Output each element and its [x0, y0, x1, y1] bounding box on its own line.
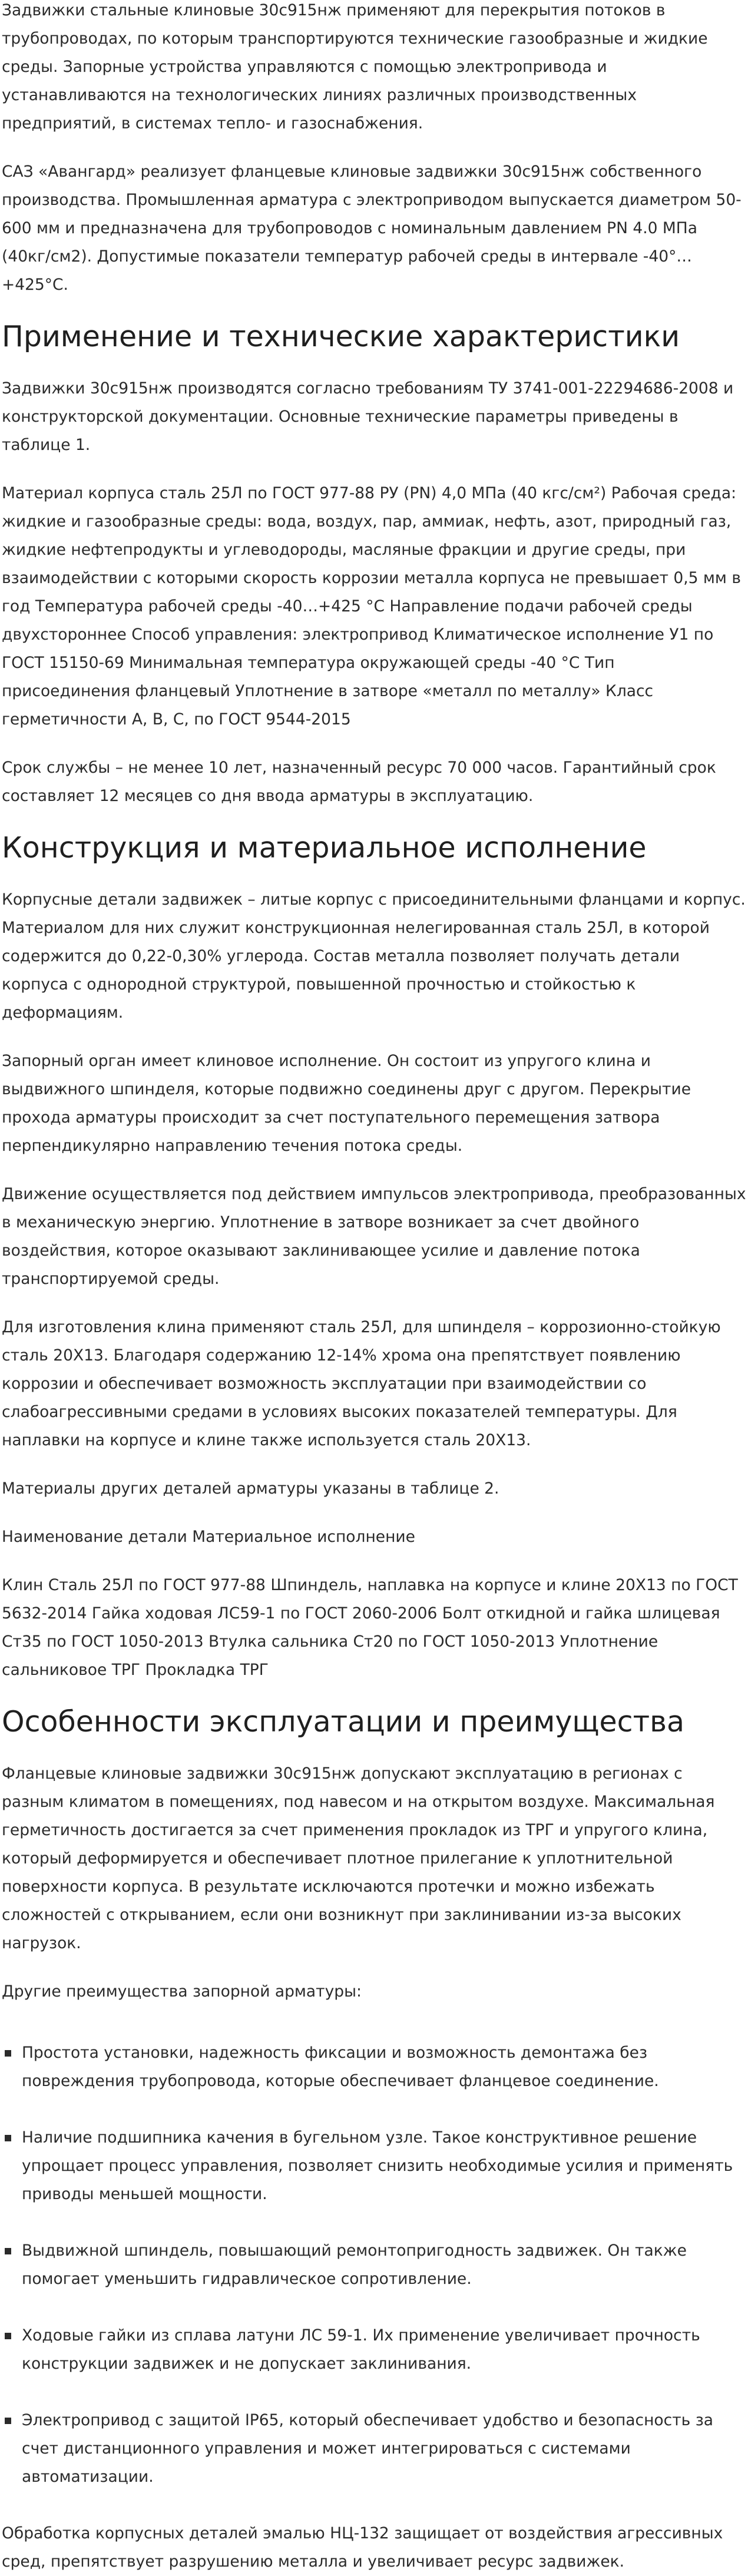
list-item	[2, 2406, 746, 2491]
service-life-paragraph: Срок службы – не менее 10 лет, назначенный ресурс 70 000 часов. Гарантийный срок составляет 12 месяцев со дня ввода арматуры в эксплуатацию.	[2, 759, 716, 805]
list-item	[2, 2124, 746, 2209]
square-bullet-icon	[5, 2418, 11, 2424]
section-heading-application: Применение и технические характеристики	[2, 320, 680, 353]
list-item	[2, 2237, 746, 2293]
construction-paragraph-4: Для изготовления клина применяют сталь 25Л, для шпинделя – коррозионно-стойкую сталь 20Х13. Благодаря содержанию 12-14% хрома она препятствует появлению коррозии и обеспечивает возможность эксплуатации при взаимодействии со слабоагрессивными средами в условиях высоких показателей температуры. Для наплавки на корпусе и клине также используется сталь 20Х13.	[2, 1318, 721, 1449]
list-item-text: Ходовые гайки из сплава латуни ЛС 59-1. Их применение увеличивает прочность конструкции задвижек и не допускает заклинивания.	[22, 2326, 700, 2373]
list-item	[2, 2322, 746, 2378]
intro-paragraph-2: САЗ «Авангард» реализует фланцевые клиновые задвижки 30с915нж собственного производства. Промышленная арматура с электроприводом выпускается диаметром 50-600 мм и предназначена для трубопроводов с номинальным давлением PN 4.0 МПа (40кг/см2). Допустимые показатели температур рабочей среды в интервале -40°…+425°С.	[2, 163, 742, 294]
advantages-intro: Другие преимущества запорной арматуры:	[2, 1982, 362, 2001]
list-item-text: Наличие подшипника качения в бугельном узле. Такое конструктивное решение упрощает процесс управления, позволяет снизить необходимые усилия и применять приводы меньшей мощности.	[22, 2128, 733, 2203]
construction-paragraph-2: Запорный орган имеет клиновое исполнение. Он состоит из упругого клина и выдвижного шпинделя, которые подвижно соединены друг с другом. Перекрытие прохода арматуры происходит за счет поступательного перемещения затвора перпендикулярно направлению течения потока среды.	[2, 1052, 691, 1155]
materials-table-header: Наименование детали Материальное исполнение	[2, 1528, 415, 1546]
materials-table-text: Клин Сталь 25Л по ГОСТ 977-88 Шпиндель, наплавка на корпусе и клине 20Х13 по ГОСТ 5632-2014 Гайка ходовая ЛС59-1 по ГОСТ 2060-2006 Болт откидной и гайка шлицевая Ст35 по ГОСТ 1050-2013 Втулка сальника Ст20 по ГОСТ 1050-2013 Уплотнение сальниковое ТРГ Прокладка ТРГ	[2, 1576, 738, 1679]
square-bullet-icon	[5, 2248, 11, 2254]
list-item	[2, 2039, 746, 2095]
square-bullet-icon	[5, 2050, 11, 2057]
specs-table-text: Материал корпуса сталь 25Л по ГОСТ 977-88 РУ (PN) 4,0 МПа (40 кгс/см²) Рабочая среда: жидкие и газообразные среды: вода, воздух, пар, аммиак, нефть, азот, природный газ, жидкие нефтепродукты и углеводороды, масляные фракции и другие среды, при взаимодействии с которыми скорость коррозии металла корпуса не превышает 0,5 мм в год Температура рабочей среды -40…+425 °С Направление подачи рабочей среды двухстороннее Способ управления: электропривод Климатическое исполнение У1 по ГОСТ 15150-69 Минимальная температура окружающей среды -40 °С Тип присоединения фланцевый Уплотнение в затворе «металл по металлу» Класс герметичности А, В, С, по ГОСТ 9544-2015	[2, 484, 741, 729]
construction-paragraph-5: Материалы других деталей арматуры указаны в таблице 2.	[2, 1479, 499, 1498]
square-bullet-icon	[5, 2135, 11, 2141]
operation-paragraph-1: Фланцевые клиновые задвижки 30с915нж допускают эксплуатацию в регионах с разным климатом в помещениях, под навесом и на открытом воздухе. Максимальная герметичность достигается за счет применения прокладок из ТРГ и упругого клина, который деформируется и обеспечивает плотное прилегание к уплотнительной поверхности корпуса. В результате исключаются протечки и можно избежать сложностей с открыванием, если они возникнут при заклинивании из-за высоких нагрузок.	[2, 1764, 715, 1952]
construction-paragraph-1: Корпусные детали задвижек – литые корпус с присоединительными фланцами и корпус. Материалом для них служит конструкционная нелегированная сталь 25Л, в которой содержится до 0,22-0,30% углерода. Состав металла позволяет получать детали корпуса с однородной структурой, повышенной прочностью и стойкостью к деформациям.	[2, 890, 746, 1022]
list-item-text: Выдвижной шпиндель, повышающий ремонтопригодность задвижек. Он также помогает уменьшить гидравлическое сопротивление.	[22, 2241, 687, 2288]
application-paragraph-1: Задвижки 30с915нж производятся согласно требованиям ТУ 3741-001-22294686-2008 и конструкторской документации. Основные технические параметры приведены в таблице 1.	[2, 379, 734, 454]
section-heading-operation: Особенности эксплуатации и преимущества	[2, 1705, 685, 1739]
coating-paragraph: Обработка корпусных деталей эмалью НЦ-132 защищает от воздействия агрессивных сред, препятствует разрушению металла и увеличивает ресурс задвижек.	[2, 2524, 723, 2571]
list-item-text: Электропривод с защитой IP65, который обеспечивает удобство и безопасность за счет дистанционного управления и может интегрироваться с системами автоматизации.	[22, 2411, 714, 2486]
list-item-text: Простота установки, надежность фиксации и возможность демонтажа без повреждения трубопровода, которые обеспечивает фланцевое соединение.	[22, 2044, 659, 2090]
section-heading-construction: Конструкция и материальное исполнение	[2, 831, 647, 865]
intro-paragraph-1: Задвижки стальные клиновые 30с915нж применяют для перекрытия потоков в трубопроводах, по которым транспортируются технические газообразные и жидкие среды. Запорные устройства управляются с помощью электропривода и устанавливаются на технологических линиях различных производственных предприятий, в системах тепло- и газоснабжения.	[2, 1, 708, 133]
square-bullet-icon	[5, 2333, 11, 2339]
construction-paragraph-3: Движение осуществляется под действием импульсов электропривода, преобразованных в механическую энергию. Уплотнение в затворе возникает за счет двойного воздействия, которое оказывают заклинивающее усилие и давление потока транспортируемой среды.	[2, 1185, 746, 1288]
advantages-list	[2, 2039, 746, 2491]
